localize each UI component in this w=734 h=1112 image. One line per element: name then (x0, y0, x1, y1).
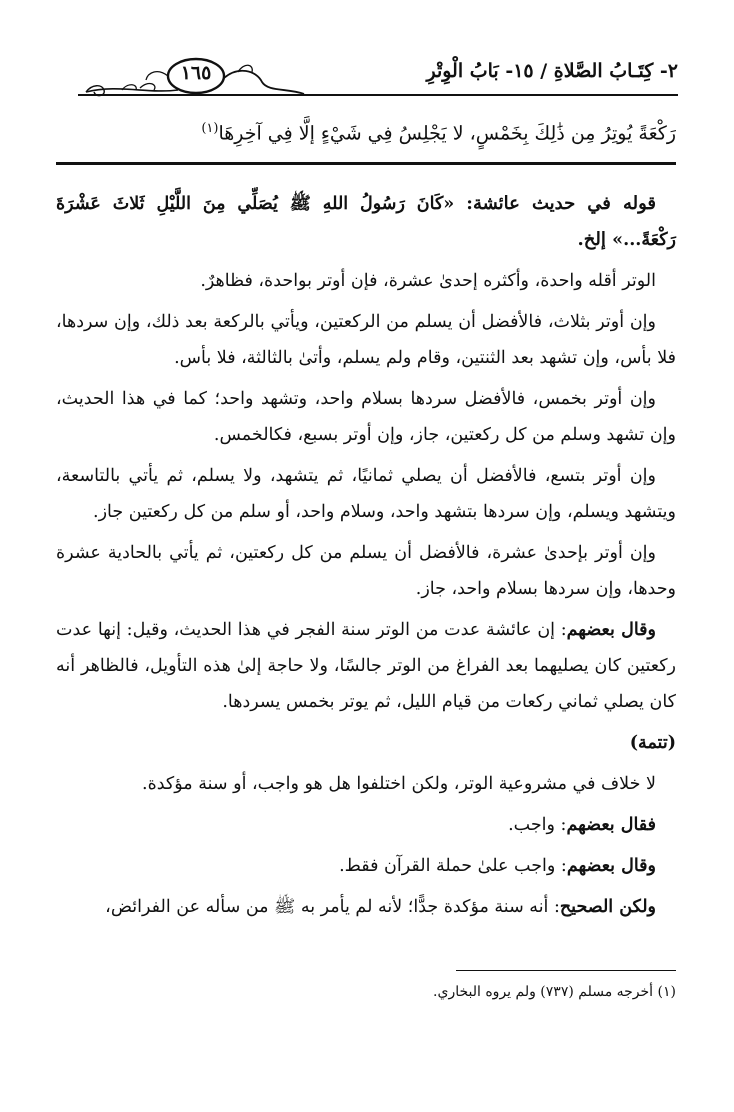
paragraph-8 (56, 807, 676, 843)
page-number: ١٦٥ (180, 62, 212, 84)
paragraph-7: لا خلاف في مشروعية الوتر، ولكن اختلفوا هل هو واجب، أو سنة مؤكدة. (142, 774, 656, 794)
header-rule (78, 94, 678, 96)
paragraph-8-text: : واجب. (508, 815, 567, 835)
paragraph-10-text: : أنه سنة مؤكدة جدًّا؛ لأنه لم يأمر به ﷺ من سأله عن الفرائض، (105, 897, 560, 917)
heading-text: (تتمة) (629, 733, 676, 753)
section-divider (56, 162, 676, 165)
footnote-rule (456, 970, 676, 971)
paragraph-6 (56, 612, 676, 720)
paragraph-4: وإن أوتر بتسع، فالأفضل أن يصلي ثمانيًا، ثم يتشهد، ولا يسلم، ثم يأتي بالتاسعة، ويتشهد ويسلم، وإن سردها بتشهد واحد، وسلام واحد، أو سلم من كل ركعتين جاز. (56, 466, 676, 522)
paragraph-2: وإن أوتر بثلاث، فالأفضل أن يسلم من الركعتين، ويأتي بالركعة بعد ذلك، وإن سردها، فلا بأس، وإن تشهد بعد الثنتين، وقام ولم يسلم، وأتىٰ بالثالثة، فلا بأس. (56, 312, 676, 368)
lead-paragraph (56, 186, 676, 258)
paragraph-5: وإن أوتر بإحدىٰ عشرة، فالأفضل أن يسلم من كل ركعتين، ثم يأتي بالحادية عشرة وحدها، وإن سردها بسلام واحد، جاز. (56, 543, 676, 599)
commentary-body (56, 186, 676, 930)
paragraph-10 (56, 889, 676, 925)
lead-label: قوله في حديث عائشة: (454, 193, 656, 214)
lead-end: إلخ. (577, 229, 613, 250)
paragraph-1: الوتر أقله واحدة، وأكثره إحدىٰ عشرة، فإن أوتر بواحدة، فظاهرٌ. (200, 271, 656, 291)
chapter-title: ٢- كِتَـابُ الصَّلاةِ / ١٥- بَابُ الْوِتْرِ (426, 60, 678, 82)
paragraph-10-label: ولكن الصحيح (559, 897, 656, 917)
continued-hadith-text: رَكْعَةً يُوتِرُ مِن ذَٰلِكَ بِخَمْسٍ، لا يَجْلِسُ فِي شَيْءٍ إلَّا فِي آخِرِهَا (218, 122, 676, 145)
paragraph-3: وإن أوتر بخمس، فالأفضل سردها بسلام واحد، وتشهد واحد؛ كما في هذا الحديث، وإن تشهد وسلم من كل ركعتين، جاز، وإن أوتر بسبع، فكالخمس. (56, 389, 676, 445)
paragraph-8-label: فقال بعضهم (566, 815, 656, 835)
paragraph-9 (56, 848, 676, 884)
footnote-ref: (١) (201, 121, 219, 136)
continued-hadith-line (56, 114, 676, 148)
paragraph-9-label: وقال بعضهم (566, 856, 656, 876)
section-heading (56, 725, 676, 761)
paragraph-6-label: وقال بعضهم (566, 620, 656, 640)
footnote: (١) أخرجه مسلم (٧٣٧) ولم يروه البخاري. (433, 984, 676, 1000)
lead-quote: «كَانَ رَسُولُ اللهِ ﷺ يُصَلِّي مِنَ اللَّيْلِ ثَلاثَ عَشْرَةَ رَكْعَةً...» (56, 194, 676, 250)
paragraph-6-text: : إن عائشة عدت من الوتر سنة الفجر في هذا الحديث، وقيل: إنها عدت ركعتين كان يصليهما بعد الفراغ من الوتر جالسًا، ولا حاجة إلىٰ هذه التأويل، فالظاهر أنه كان يصلي ثماني ركعات من قيام الليل، ثم يوتر بخمس يسردها. (56, 620, 676, 712)
paragraph-9-text: : واجب علىٰ حملة القرآن فقط. (339, 856, 567, 876)
